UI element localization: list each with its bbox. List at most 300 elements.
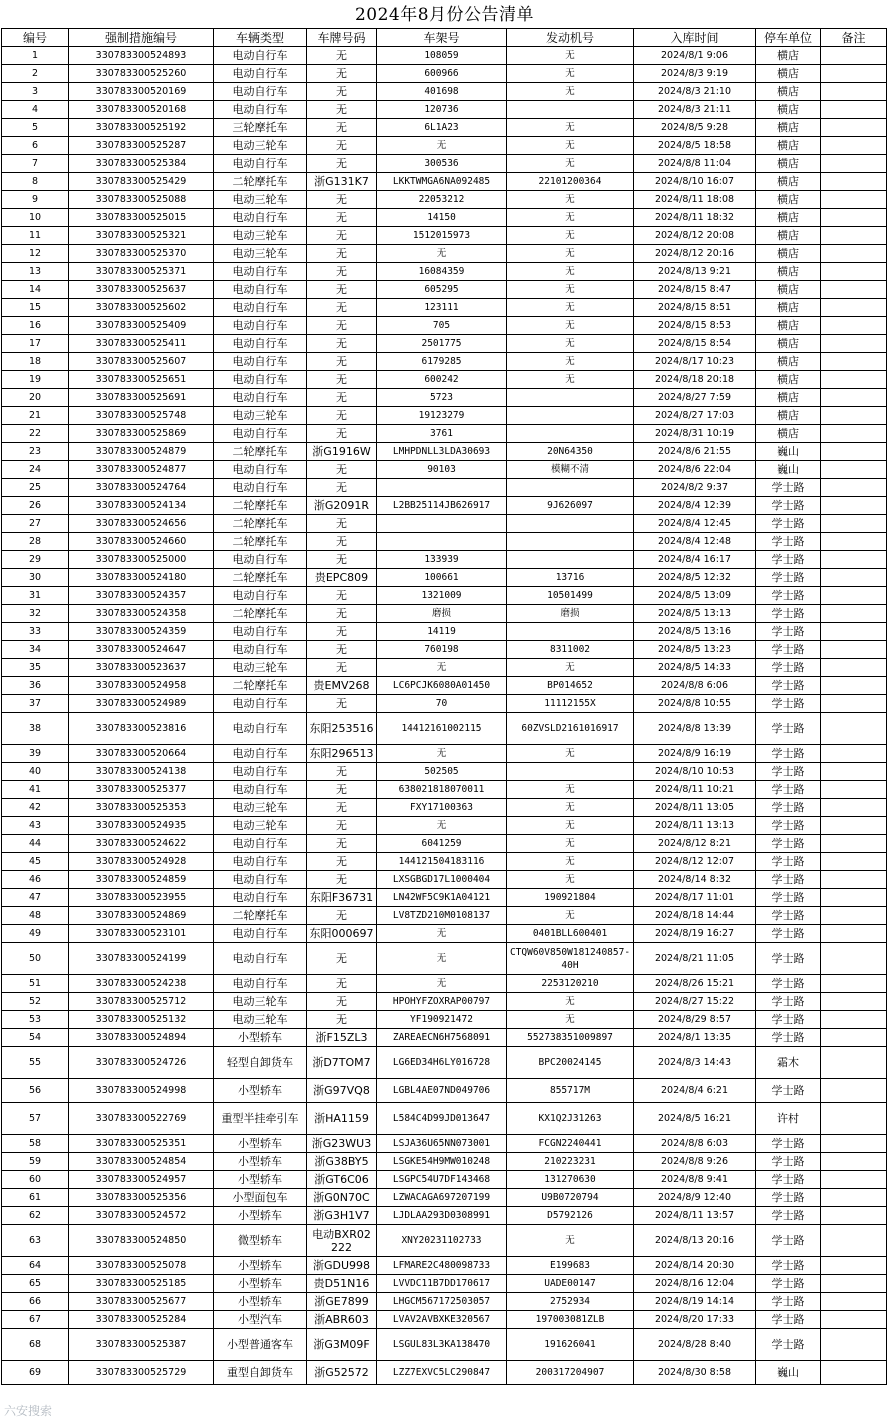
cell-storage-time: 2024/8/19 14:14: [634, 1293, 756, 1311]
cell-vehicle-type: 二轮摩托车: [214, 677, 307, 695]
cell-frame-no: 123111: [377, 299, 507, 317]
cell-vehicle-type: 电动自行车: [214, 975, 307, 993]
cell-vehicle-type: 电动三轮车: [214, 1011, 307, 1029]
cell-index: 41: [2, 781, 69, 799]
table-row: [2, 515, 887, 533]
cell-engine-no: 2253120210: [507, 975, 634, 993]
cell-frame-no: 1321009: [377, 587, 507, 605]
cell-remarks: [821, 515, 887, 533]
cell-remarks: [821, 407, 887, 425]
cell-storage-time: 2024/8/17 11:01: [634, 889, 756, 907]
cell-index: 8: [2, 173, 69, 191]
table-row: [2, 425, 887, 443]
table-row: [2, 479, 887, 497]
cell-engine-no: 无: [507, 817, 634, 835]
cell-remarks: [821, 389, 887, 407]
cell-storage-time: 2024/8/4 6:21: [634, 1079, 756, 1103]
cell-storage-time: 2024/8/8 6:06: [634, 677, 756, 695]
cell-frame-no: LJDLAA293D0308991: [377, 1207, 507, 1225]
cell-parking-unit: 许村: [756, 1103, 821, 1135]
cell-engine-no: 190921804: [507, 889, 634, 907]
cell-plate-no: 无: [307, 551, 377, 569]
cell-parking-unit: 学士路: [756, 1207, 821, 1225]
cell-frame-no: 401698: [377, 83, 507, 101]
cell-vehicle-type: 电动自行车: [214, 925, 307, 943]
cell-parking-unit: 巍山: [756, 461, 821, 479]
cell-engine-no: 无: [507, 335, 634, 353]
announcement-table: [1, 28, 887, 1385]
cell-parking-unit: 横店: [756, 353, 821, 371]
cell-parking-unit: 学士路: [756, 515, 821, 533]
cell-plate-no: 无: [307, 533, 377, 551]
cell-enforcement-no: 330783300525000: [69, 551, 214, 569]
cell-vehicle-type: 二轮摩托车: [214, 907, 307, 925]
cell-plate-no: 东阳F36731: [307, 889, 377, 907]
table-row: [2, 443, 887, 461]
table-row: [2, 695, 887, 713]
cell-parking-unit: 学士路: [756, 1011, 821, 1029]
cell-remarks: [821, 371, 887, 389]
cell-plate-no: 无: [307, 641, 377, 659]
cell-index: 46: [2, 871, 69, 889]
cell-plate-no: 无: [307, 799, 377, 817]
cell-enforcement-no: 330783300523101: [69, 925, 214, 943]
cell-index: 53: [2, 1011, 69, 1029]
cell-frame-no: 无: [377, 245, 507, 263]
header-vehicle-type: 车辆类型: [214, 29, 307, 47]
cell-vehicle-type: 电动自行车: [214, 389, 307, 407]
cell-vehicle-type: 微型轿车: [214, 1225, 307, 1257]
cell-remarks: [821, 1189, 887, 1207]
cell-vehicle-type: 小型轿车: [214, 1153, 307, 1171]
cell-storage-time: 2024/8/9 16:19: [634, 745, 756, 763]
cell-storage-time: 2024/8/4 12:48: [634, 533, 756, 551]
cell-storage-time: 2024/8/14 20:30: [634, 1257, 756, 1275]
cell-enforcement-no: 330783300525411: [69, 335, 214, 353]
cell-storage-time: 2024/8/12 8:21: [634, 835, 756, 853]
cell-plate-no: 无: [307, 763, 377, 781]
cell-parking-unit: 学士路: [756, 1189, 821, 1207]
cell-frame-no: YF190921472: [377, 1011, 507, 1029]
cell-index: 63: [2, 1225, 69, 1257]
cell-plate-no: 贵EMV268: [307, 677, 377, 695]
cell-plate-no: 无: [307, 835, 377, 853]
table-row: [2, 781, 887, 799]
cell-remarks: [821, 763, 887, 781]
cell-storage-time: 2024/8/5 13:09: [634, 587, 756, 605]
cell-engine-no: 无: [507, 1011, 634, 1029]
cell-enforcement-no: 330783300524660: [69, 533, 214, 551]
cell-storage-time: 2024/8/5 13:23: [634, 641, 756, 659]
cell-vehicle-type: 电动三轮车: [214, 245, 307, 263]
cell-vehicle-type: 二轮摩托车: [214, 605, 307, 623]
cell-plate-no: 浙F15ZL3: [307, 1029, 377, 1047]
cell-index: 67: [2, 1311, 69, 1329]
cell-enforcement-no: 330783300524998: [69, 1079, 214, 1103]
cell-plate-no: 无: [307, 515, 377, 533]
cell-vehicle-type: 电动自行车: [214, 461, 307, 479]
cell-storage-time: 2024/8/11 18:32: [634, 209, 756, 227]
cell-enforcement-no: 330783300525869: [69, 425, 214, 443]
cell-index: 65: [2, 1275, 69, 1293]
cell-plate-no: 东阳000697: [307, 925, 377, 943]
cell-remarks: [821, 835, 887, 853]
cell-remarks: [821, 623, 887, 641]
cell-parking-unit: 学士路: [756, 1171, 821, 1189]
cell-remarks: [821, 353, 887, 371]
cell-engine-no: 无: [507, 799, 634, 817]
cell-enforcement-no: 330783300525321: [69, 227, 214, 245]
cell-remarks: [821, 1329, 887, 1361]
cell-frame-no: 19123279: [377, 407, 507, 425]
cell-engine-no: KX1Q2J31263: [507, 1103, 634, 1135]
cell-parking-unit: 学士路: [756, 1293, 821, 1311]
cell-engine-no: 无: [507, 993, 634, 1011]
table-row: [2, 1171, 887, 1189]
cell-storage-time: 2024/8/1 13:35: [634, 1029, 756, 1047]
cell-index: 56: [2, 1079, 69, 1103]
cell-remarks: [821, 1275, 887, 1293]
cell-engine-no: 200317204907: [507, 1361, 634, 1385]
cell-remarks: [821, 659, 887, 677]
cell-enforcement-no: 330783300524957: [69, 1171, 214, 1189]
cell-parking-unit: 学士路: [756, 1329, 821, 1361]
cell-frame-no: LGBL4AE07ND049706: [377, 1079, 507, 1103]
cell-remarks: [821, 227, 887, 245]
cell-enforcement-no: 330783300524894: [69, 1029, 214, 1047]
cell-enforcement-no: 330783300524958: [69, 677, 214, 695]
cell-parking-unit: 横店: [756, 83, 821, 101]
table-row: [2, 551, 887, 569]
cell-storage-time: 2024/8/19 16:27: [634, 925, 756, 943]
cell-vehicle-type: 电动自行车: [214, 641, 307, 659]
cell-storage-time: 2024/8/18 14:44: [634, 907, 756, 925]
table-row: [2, 975, 887, 993]
cell-plate-no: 无: [307, 335, 377, 353]
cell-frame-no: FXY17100363: [377, 799, 507, 817]
cell-enforcement-no: 330783300520664: [69, 745, 214, 763]
cell-engine-no: 无: [507, 353, 634, 371]
cell-plate-no: 浙ABR603: [307, 1311, 377, 1329]
table-row: [2, 745, 887, 763]
cell-vehicle-type: 重型自卸货车: [214, 1361, 307, 1385]
cell-storage-time: 2024/8/12 20:08: [634, 227, 756, 245]
cell-frame-no: [377, 479, 507, 497]
cell-storage-time: 2024/8/6 22:04: [634, 461, 756, 479]
cell-plate-no: 贵D51N16: [307, 1275, 377, 1293]
cell-frame-no: 6041259: [377, 835, 507, 853]
cell-remarks: [821, 1207, 887, 1225]
cell-frame-no: 300536: [377, 155, 507, 173]
cell-frame-no: LVVDC11B7DD170617: [377, 1275, 507, 1293]
cell-frame-no: LSGUL83L3KA138470: [377, 1329, 507, 1361]
cell-remarks: [821, 1311, 887, 1329]
cell-plate-no: 无: [307, 299, 377, 317]
cell-engine-no: 131270630: [507, 1171, 634, 1189]
cell-engine-no: [507, 763, 634, 781]
cell-index: 47: [2, 889, 69, 907]
cell-frame-no: 无: [377, 745, 507, 763]
cell-storage-time: 2024/8/4 12:45: [634, 515, 756, 533]
cell-frame-no: 16084359: [377, 263, 507, 281]
cell-engine-no: 9J626097: [507, 497, 634, 515]
cell-remarks: [821, 1257, 887, 1275]
cell-remarks: [821, 317, 887, 335]
cell-storage-time: 2024/8/4 16:17: [634, 551, 756, 569]
cell-frame-no: 100661: [377, 569, 507, 587]
cell-vehicle-type: 小型轿车: [214, 1079, 307, 1103]
cell-engine-no: 无: [507, 47, 634, 65]
cell-engine-no: 0401BLL600401: [507, 925, 634, 943]
cell-frame-no: LSJA36U65NN073001: [377, 1135, 507, 1153]
cell-enforcement-no: 330783300525387: [69, 1329, 214, 1361]
cell-index: 3: [2, 83, 69, 101]
cell-index: 30: [2, 569, 69, 587]
cell-vehicle-type: 电动三轮车: [214, 993, 307, 1011]
cell-engine-no: 模糊不清: [507, 461, 634, 479]
cell-plate-no: 无: [307, 371, 377, 389]
cell-index: 32: [2, 605, 69, 623]
cell-plate-no: 无: [307, 83, 377, 101]
cell-vehicle-type: 电动自行车: [214, 65, 307, 83]
cell-enforcement-no: 330783300524854: [69, 1153, 214, 1171]
cell-plate-no: 无: [307, 209, 377, 227]
cell-vehicle-type: 二轮摩托车: [214, 569, 307, 587]
cell-parking-unit: 学士路: [756, 1135, 821, 1153]
cell-storage-time: 2024/8/8 11:04: [634, 155, 756, 173]
cell-storage-time: 2024/8/2 9:37: [634, 479, 756, 497]
cell-parking-unit: 横店: [756, 227, 821, 245]
cell-frame-no: 无: [377, 943, 507, 975]
cell-parking-unit: 横店: [756, 425, 821, 443]
cell-index: 48: [2, 907, 69, 925]
cell-plate-no: 无: [307, 137, 377, 155]
cell-engine-no: E199683: [507, 1257, 634, 1275]
cell-index: 64: [2, 1257, 69, 1275]
cell-parking-unit: 学士路: [756, 1225, 821, 1257]
cell-storage-time: 2024/8/8 13:39: [634, 713, 756, 745]
cell-engine-no: 无: [507, 659, 634, 677]
cell-index: 14: [2, 281, 69, 299]
cell-vehicle-type: 小型普通客车: [214, 1329, 307, 1361]
cell-parking-unit: 学士路: [756, 569, 821, 587]
cell-index: 5: [2, 119, 69, 137]
cell-vehicle-type: 小型轿车: [214, 1207, 307, 1225]
cell-vehicle-type: 小型轿车: [214, 1029, 307, 1047]
cell-frame-no: HPOHYFZOXRAP00797: [377, 993, 507, 1011]
cell-parking-unit: 学士路: [756, 781, 821, 799]
cell-vehicle-type: 电动自行车: [214, 695, 307, 713]
cell-plate-no: 浙G3M09F: [307, 1329, 377, 1361]
cell-parking-unit: 横店: [756, 245, 821, 263]
cell-enforcement-no: 330783300524622: [69, 835, 214, 853]
cell-vehicle-type: 电动自行车: [214, 781, 307, 799]
cell-plate-no: 浙GT6C06: [307, 1171, 377, 1189]
cell-remarks: [821, 993, 887, 1011]
cell-frame-no: 无: [377, 975, 507, 993]
cell-plate-no: 无: [307, 853, 377, 871]
cell-frame-no: 90103: [377, 461, 507, 479]
cell-parking-unit: 学士路: [756, 1029, 821, 1047]
cell-index: 52: [2, 993, 69, 1011]
cell-parking-unit: 巍山: [756, 443, 821, 461]
cell-vehicle-type: 小型轿车: [214, 1135, 307, 1153]
cell-plate-no: 无: [307, 871, 377, 889]
cell-engine-no: [507, 425, 634, 443]
table-row: [2, 65, 887, 83]
cell-index: 19: [2, 371, 69, 389]
cell-enforcement-no: 330783300524764: [69, 479, 214, 497]
cell-storage-time: 2024/8/15 8:53: [634, 317, 756, 335]
cell-enforcement-no: 330783300525377: [69, 781, 214, 799]
cell-engine-no: 磨损: [507, 605, 634, 623]
cell-remarks: [821, 281, 887, 299]
cell-frame-no: [377, 515, 507, 533]
cell-plate-no: 无: [307, 281, 377, 299]
cell-parking-unit: 学士路: [756, 889, 821, 907]
cell-storage-time: 2024/8/10 16:07: [634, 173, 756, 191]
table-row: [2, 1135, 887, 1153]
cell-engine-no: [507, 101, 634, 119]
cell-vehicle-type: 电动自行车: [214, 871, 307, 889]
cell-parking-unit: 横店: [756, 263, 821, 281]
cell-storage-time: 2024/8/12 20:16: [634, 245, 756, 263]
cell-enforcement-no: 330783300523955: [69, 889, 214, 907]
cell-remarks: [821, 155, 887, 173]
cell-engine-no: 无: [507, 83, 634, 101]
cell-index: 34: [2, 641, 69, 659]
cell-parking-unit: 学士路: [756, 1257, 821, 1275]
table-row: [2, 461, 887, 479]
cell-vehicle-type: 电动自行车: [214, 83, 307, 101]
cell-plate-no: 无: [307, 65, 377, 83]
cell-remarks: [821, 889, 887, 907]
cell-index: 61: [2, 1189, 69, 1207]
cell-storage-time: 2024/8/5 18:58: [634, 137, 756, 155]
cell-enforcement-no: 330783300525015: [69, 209, 214, 227]
cell-engine-no: 197003081ZLB: [507, 1311, 634, 1329]
cell-frame-no: LG6ED34H6LY016728: [377, 1047, 507, 1079]
cell-parking-unit: 巍山: [756, 1361, 821, 1385]
cell-parking-unit: 学士路: [756, 677, 821, 695]
cell-plate-no: 无: [307, 101, 377, 119]
cell-remarks: [821, 173, 887, 191]
table-row: [2, 227, 887, 245]
cell-index: 40: [2, 763, 69, 781]
sheet-title: 2024年8月份公告清单: [354, 5, 535, 25]
cell-engine-no: 无: [507, 371, 634, 389]
table-row: [2, 1047, 887, 1079]
cell-index: 24: [2, 461, 69, 479]
table-row: [2, 281, 887, 299]
cell-enforcement-no: 330783300525748: [69, 407, 214, 425]
cell-enforcement-no: 330783300524238: [69, 975, 214, 993]
cell-vehicle-type: 电动自行车: [214, 353, 307, 371]
cell-plate-no: 浙GE7899: [307, 1293, 377, 1311]
cell-engine-no: 无: [507, 281, 634, 299]
cell-remarks: [821, 335, 887, 353]
cell-engine-no: 20N64350: [507, 443, 634, 461]
cell-storage-time: 2024/8/5 13:13: [634, 605, 756, 623]
cell-enforcement-no: 330783300524134: [69, 497, 214, 515]
cell-frame-no: 22053212: [377, 191, 507, 209]
cell-enforcement-no: 330783300525192: [69, 119, 214, 137]
cell-remarks: [821, 1361, 887, 1385]
cell-remarks: [821, 1103, 887, 1135]
cell-parking-unit: 横店: [756, 209, 821, 227]
cell-remarks: [821, 1135, 887, 1153]
cell-plate-no: 无: [307, 993, 377, 1011]
table-row: [2, 605, 887, 623]
cell-vehicle-type: 电动自行车: [214, 425, 307, 443]
cell-engine-no: [507, 407, 634, 425]
table-row: [2, 1011, 887, 1029]
cell-frame-no: LC6PCJK6080A01450: [377, 677, 507, 695]
cell-engine-no: 无: [507, 263, 634, 281]
cell-remarks: [821, 551, 887, 569]
cell-frame-no: LKKTWMGA6NA092485: [377, 173, 507, 191]
cell-remarks: [821, 817, 887, 835]
cell-engine-no: U9B0720794: [507, 1189, 634, 1207]
cell-plate-no: 无: [307, 587, 377, 605]
cell-storage-time: 2024/8/16 12:04: [634, 1275, 756, 1293]
cell-frame-no: 108059: [377, 47, 507, 65]
cell-plate-no: 无: [307, 407, 377, 425]
cell-vehicle-type: 电动三轮车: [214, 137, 307, 155]
cell-engine-no: 无: [507, 119, 634, 137]
cell-storage-time: 2024/8/6 21:55: [634, 443, 756, 461]
cell-enforcement-no: 330783300524850: [69, 1225, 214, 1257]
cell-index: 50: [2, 943, 69, 975]
cell-index: 23: [2, 443, 69, 461]
table-row: [2, 641, 887, 659]
cell-parking-unit: 横店: [756, 335, 821, 353]
cell-storage-time: 2024/8/29 8:57: [634, 1011, 756, 1029]
cell-remarks: [821, 47, 887, 65]
cell-enforcement-no: 330783300525384: [69, 155, 214, 173]
cell-engine-no: 8311002: [507, 641, 634, 659]
cell-plate-no: 无: [307, 191, 377, 209]
cell-plate-no: 无: [307, 975, 377, 993]
cell-index: 42: [2, 799, 69, 817]
cell-storage-time: 2024/8/26 15:21: [634, 975, 756, 993]
cell-storage-time: 2024/8/5 13:16: [634, 623, 756, 641]
table-row: [2, 137, 887, 155]
cell-vehicle-type: 二轮摩托车: [214, 533, 307, 551]
cell-storage-time: 2024/8/18 20:18: [634, 371, 756, 389]
cell-storage-time: 2024/8/3 14:43: [634, 1047, 756, 1079]
cell-index: 25: [2, 479, 69, 497]
cell-vehicle-type: 电动三轮车: [214, 191, 307, 209]
cell-parking-unit: 学士路: [756, 659, 821, 677]
cell-storage-time: 2024/8/4 12:39: [634, 497, 756, 515]
cell-vehicle-type: 二轮摩托车: [214, 515, 307, 533]
cell-enforcement-no: 330783300525284: [69, 1311, 214, 1329]
table-row: [2, 299, 887, 317]
cell-parking-unit: 横店: [756, 407, 821, 425]
cell-plate-no: 浙G0N70C: [307, 1189, 377, 1207]
cell-parking-unit: 学士路: [756, 587, 821, 605]
cell-parking-unit: 学士路: [756, 871, 821, 889]
cell-remarks: [821, 1047, 887, 1079]
cell-plate-no: 浙G1916W: [307, 443, 377, 461]
cell-plate-no: 无: [307, 461, 377, 479]
cell-engine-no: 2752934: [507, 1293, 634, 1311]
cell-parking-unit: 学士路: [756, 1153, 821, 1171]
cell-remarks: [821, 799, 887, 817]
cell-storage-time: 2024/8/28 8:40: [634, 1329, 756, 1361]
cell-vehicle-type: 小型面包车: [214, 1189, 307, 1207]
